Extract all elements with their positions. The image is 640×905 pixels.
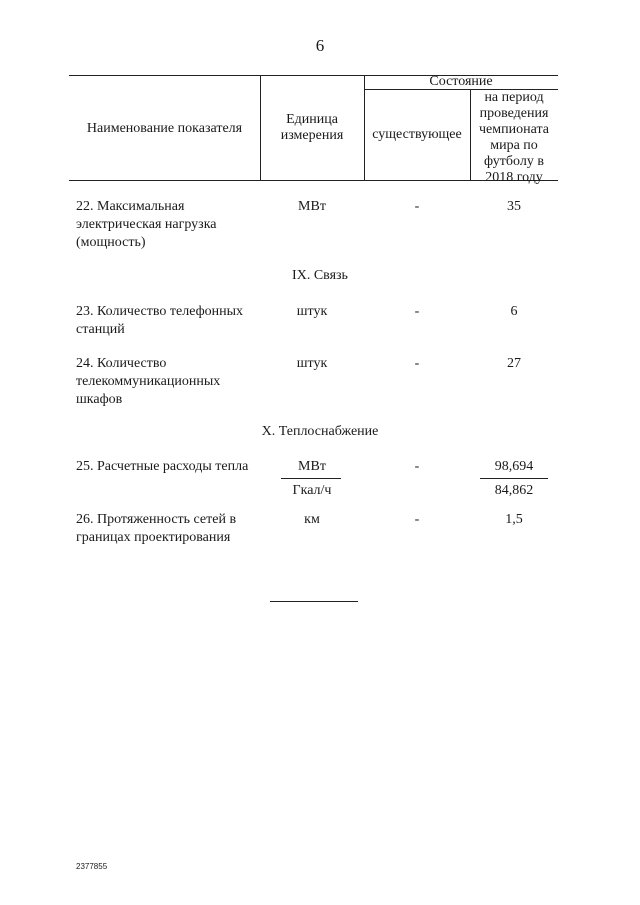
section-communications: IX. Связь [292, 268, 348, 283]
header-divider-3 [470, 89, 471, 180]
row-24-current: - [414, 356, 420, 371]
row-23-unit: штук [296, 304, 328, 319]
row-26-plan: 1,5 [505, 512, 523, 527]
row-26-current: - [414, 512, 420, 527]
row-25-unit-2: Гкал/ч [292, 483, 332, 498]
row-22-current: - [414, 199, 420, 214]
row-24-name: 24. Количество телекоммуникационных шкафов [76, 356, 221, 407]
row-22-plan: 35 [507, 199, 521, 214]
row-22-name: 22. Максимальная электрическая нагрузка (мощность) [76, 199, 217, 250]
row-25-plan-rule [480, 478, 548, 479]
row-26-name: 26. Протяженность сетей в границах проектирования [76, 512, 237, 545]
row-26-unit: км [304, 512, 320, 527]
header-unit: Единица измерения [280, 112, 344, 143]
row-23-current: - [414, 304, 420, 319]
row-25-plan: 98,694 [494, 459, 534, 474]
row-25-unit-rule [281, 478, 341, 479]
row-25-plan-2: 84,862 [494, 483, 534, 498]
end-separator [270, 601, 358, 602]
row-24-unit: штук [296, 356, 328, 371]
header-state-group: Состояние [429, 74, 493, 89]
page-number: 6 [315, 36, 325, 55]
row-25-name: 25. Расчетные расходы тепла [76, 459, 249, 474]
header-divider-1 [260, 75, 261, 180]
section-heat-supply: X. Теплоснабжение [261, 424, 379, 439]
row-23-name: 23. Количество телефонных станций [76, 304, 244, 337]
row-25-unit: МВт [298, 459, 326, 474]
row-24-plan: 27 [507, 356, 521, 371]
row-22-unit: МВт [298, 199, 326, 214]
document-code: 2377855 [76, 862, 108, 871]
header-indicator-name: Наименование показателя [86, 121, 243, 136]
header-plan: на период проведения чемпионата мира по футболу в 2018 году [479, 90, 549, 185]
row-25-current: - [414, 459, 420, 474]
row-23-plan: 6 [510, 304, 518, 319]
header-current: существующее [372, 127, 462, 142]
